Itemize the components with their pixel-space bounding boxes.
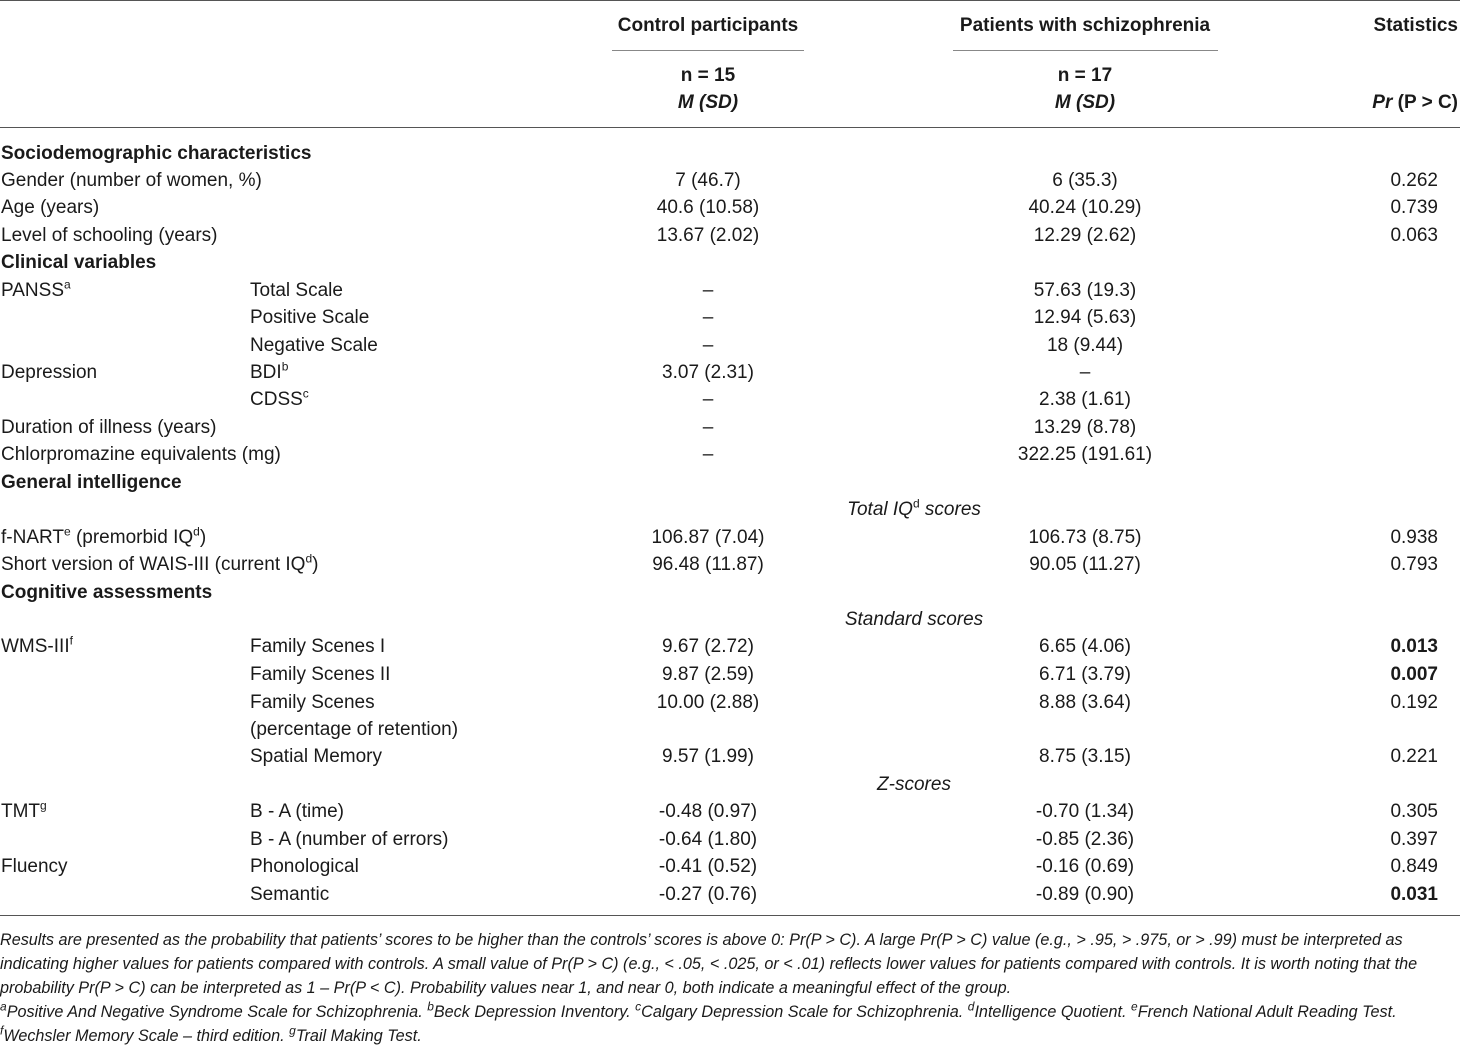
- cell-control-cdss: –: [702, 389, 714, 410]
- row-label-spatial-memory: Spatial Memory: [250, 746, 382, 767]
- cell-control-gender: 7 (46.7): [675, 170, 741, 191]
- cell-stat-fnart: 0.938: [1390, 527, 1438, 548]
- cell-control-age: 40.6 (10.58): [656, 197, 760, 218]
- footnote-b-text: Beck Depression Inventory.: [433, 1003, 636, 1021]
- cell-patients-family-scenes-1: 6.65 (4.06): [1039, 636, 1131, 657]
- cell-patients-semantic: -0.89 (0.90): [1035, 884, 1135, 905]
- subheading-z-scores: Z-scores: [877, 774, 951, 795]
- row-label-schooling: Level of schooling (years): [1, 225, 218, 246]
- cell-control-panss-negative: –: [702, 335, 714, 356]
- row-group-depression: Depression: [1, 362, 98, 383]
- panss-label: PANSS: [1, 280, 65, 301]
- row-label-age: Age (years): [1, 197, 100, 218]
- subheading-total-iq: [847, 496, 981, 520]
- cell-patients-panss-total: 57.63 (19.3): [1033, 280, 1137, 301]
- cell-patients-phonological: -0.16 (0.69): [1035, 856, 1135, 877]
- cell-stat-family-scenes-retention: 0.192: [1390, 692, 1438, 713]
- iq-subheading-suffix: scores: [919, 499, 981, 520]
- section-clinical: Clinical variables: [1, 252, 157, 273]
- tmt-footnote-mark: g: [40, 798, 47, 813]
- cell-control-bdi: 3.07 (2.31): [662, 362, 754, 383]
- cell-stat-family-scenes-1: 0.013: [1390, 636, 1438, 657]
- cell-control-wais: 96.48 (11.87): [652, 554, 764, 575]
- panss-footnote-mark: a: [64, 277, 71, 292]
- header-pr-symbol: Pr: [1372, 92, 1393, 113]
- row-group-fluency: Fluency: [1, 856, 68, 877]
- row-label-phonological: Phonological: [250, 856, 359, 877]
- cell-control-semantic: -0.27 (0.76): [658, 884, 758, 905]
- cell-patients-fnart: 106.73 (8.75): [1028, 527, 1142, 548]
- fnart-label-mid: (premorbid IQ: [70, 527, 194, 548]
- footnote-c-mark: c: [635, 999, 642, 1014]
- cell-patients-gender: 6 (35.3): [1052, 170, 1118, 191]
- iq-subheading-text: Total IQ: [847, 499, 913, 520]
- cell-patients-cdss: 2.38 (1.61): [1039, 389, 1131, 410]
- cell-control-tmt-time: -0.48 (0.97): [658, 801, 758, 822]
- wms-footnote-mark: f: [69, 633, 73, 648]
- cell-control-spatial-memory: 9.57 (1.99): [662, 746, 754, 767]
- tmt-label: TMT: [1, 801, 41, 822]
- row-label-wais: [1, 551, 319, 575]
- cell-stat-phonological: 0.849: [1390, 856, 1438, 877]
- cell-patients-duration: 13.29 (8.78): [1033, 417, 1137, 438]
- cell-patients-chlorpromazine: 322.25 (191.61): [1017, 444, 1153, 465]
- header-statistics: Statistics: [1373, 15, 1458, 36]
- row-label-chlorpromazine: Chlorpromazine equivalents (mg): [1, 444, 281, 465]
- footnote-abbreviations: [0, 1000, 1460, 1048]
- header-pr: [1372, 93, 1458, 113]
- cdss-label: CDSS: [250, 389, 303, 410]
- row-label-semantic: Semantic: [250, 884, 330, 905]
- row-label-tmt-errors: B - A (number of errors): [250, 829, 449, 850]
- cell-control-family-scenes-2: 9.87 (2.59): [662, 664, 754, 685]
- row-label-family-scenes-retention-line2: (percentage of retention): [250, 719, 459, 740]
- footnote-a-text: Positive And Negative Syndrome Scale for Schizophrenia.: [6, 1003, 428, 1021]
- cell-patients-spatial-memory: 8.75 (3.15): [1039, 746, 1131, 767]
- footnote-d-mark: d: [967, 999, 975, 1014]
- header-patients-n: n = 17: [1057, 65, 1113, 86]
- subheading-standard-scores: Standard scores: [844, 609, 984, 630]
- row-label-family-scenes-2: Family Scenes II: [250, 664, 391, 685]
- row-group-tmt: [1, 798, 47, 822]
- cell-control-panss-total: –: [702, 280, 714, 301]
- wais-label: Short version of WAIS-III (current IQ: [1, 554, 306, 575]
- footnote-f-text: Wechsler Memory Scale – third edition.: [3, 1027, 290, 1045]
- cell-patients-wais: 90.05 (11.27): [1029, 554, 1141, 575]
- footnote-d-text: Intelligence Quotient.: [974, 1003, 1132, 1021]
- row-label-panss-negative: Negative Scale: [250, 335, 378, 356]
- cell-control-tmt-errors: -0.64 (1.80): [658, 829, 758, 850]
- header-pr-comparison: (P > C): [1392, 92, 1458, 113]
- iq-footnote-mark: d: [912, 496, 920, 511]
- cell-stat-tmt-errors: 0.397: [1390, 829, 1438, 850]
- cell-patients-tmt-errors: -0.85 (2.36): [1035, 829, 1135, 850]
- footnote-a-mark: a: [0, 999, 7, 1014]
- cell-control-family-scenes-1: 9.67 (2.72): [662, 636, 754, 657]
- cell-stat-schooling: 0.063: [1390, 225, 1438, 246]
- cell-control-family-scenes-retention: 10.00 (2.88): [656, 692, 760, 713]
- section-sociodemographic: Sociodemographic characteristics: [1, 143, 312, 164]
- bdi-label: BDI: [250, 362, 282, 383]
- header-patients: Patients with schizophrenia: [959, 15, 1211, 36]
- row-label-cdss: [250, 386, 309, 410]
- cell-control-panss-positive: –: [702, 307, 714, 328]
- cell-stat-gender: 0.262: [1390, 170, 1438, 191]
- footnote-g-mark: g: [289, 1023, 296, 1038]
- row-label-gender: Gender (number of women, %): [1, 170, 262, 191]
- cell-patients-family-scenes-retention: 8.88 (3.64): [1039, 692, 1131, 713]
- cell-control-chlorpromazine: –: [702, 444, 714, 465]
- cell-control-duration: –: [702, 417, 714, 438]
- cell-stat-family-scenes-2: 0.007: [1390, 664, 1438, 685]
- fnart-footnote-mark: e: [63, 524, 71, 539]
- row-label-family-scenes-1: Family Scenes I: [250, 636, 386, 657]
- cell-stat-wais: 0.793: [1390, 554, 1438, 575]
- table-footnotes: [0, 928, 1460, 1048]
- cell-stat-spatial-memory: 0.221: [1390, 746, 1438, 767]
- header-control-n: n = 15: [680, 65, 736, 86]
- cell-control-phonological: -0.41 (0.52): [658, 856, 758, 877]
- row-group-panss: [1, 277, 71, 301]
- header-patients-msd: M (SD): [1054, 92, 1116, 113]
- cell-stat-age: 0.739: [1390, 197, 1438, 218]
- row-label-family-scenes-retention: Family Scenes: [250, 692, 375, 713]
- footnote-b-mark: b: [427, 999, 434, 1014]
- cell-patients-panss-positive: 12.94 (5.63): [1033, 307, 1137, 328]
- row-label-fnart: [1, 524, 207, 548]
- footnote-e-text: French National Adult Reading Test.: [1137, 1003, 1402, 1021]
- table-top-rule: [0, 0, 1460, 1]
- header-control: Control participants: [617, 15, 799, 36]
- fnart-label-close: ): [199, 527, 207, 548]
- wms-label: WMS-III: [1, 636, 70, 657]
- cell-patients-age: 40.24 (10.29): [1028, 197, 1142, 218]
- wais-footnote-mark: d: [305, 551, 313, 566]
- cell-stat-semantic: 0.031: [1390, 884, 1438, 905]
- cell-patients-family-scenes-2: 6.71 (3.79): [1039, 664, 1131, 685]
- cell-patients-panss-negative: 18 (9.44): [1046, 335, 1124, 356]
- cell-patients-schooling: 12.29 (2.62): [1033, 225, 1137, 246]
- footnote-c-text: Calgary Depression Scale for Schizophrenia.: [641, 1003, 968, 1021]
- wais-label-close: ): [312, 554, 319, 575]
- row-group-wms: [1, 633, 73, 657]
- fnart-iq-footnote-mark: d: [193, 524, 200, 539]
- footnote-results-note: Results are presented as the probability that patients’ scores to be higher than the controls’ scores is above 0: Pr(P > C). A large Pr(P > C) value (e.g., > .95, > .975, or > .99) must be interpreted as indicating higher values for patients compared with controls. A small value of Pr(P > C) (e.g., < .05, < .025, or < .01) reflects lower values for patients compared with controls. It is worth noting that the probability Pr(P > C) can be interpreted as 1 – Pr(P < C). Probability values near 1, and near 0, both indicate a meaningful effect of the group.: [0, 931, 1418, 997]
- row-label-panss-total: Total Scale: [250, 280, 343, 301]
- cell-control-schooling: 13.67 (2.02): [656, 225, 760, 246]
- cdss-footnote-mark: c: [302, 386, 309, 401]
- table-bottom-rule: [0, 915, 1460, 916]
- footnote-e-mark: e: [1131, 999, 1138, 1014]
- header-bottom-rule: [0, 127, 1460, 128]
- footnote-f-mark: f: [0, 1023, 4, 1038]
- cell-patients-bdi: –: [1079, 362, 1091, 383]
- row-label-panss-positive: Positive Scale: [250, 307, 370, 328]
- bdi-footnote-mark: b: [281, 359, 289, 374]
- row-label-bdi: [250, 359, 289, 383]
- section-intelligence: General intelligence: [1, 472, 182, 493]
- footnote-g-text: Trail Making Test.: [295, 1027, 422, 1045]
- row-label-tmt-time: B - A (time): [250, 801, 344, 822]
- header-control-msd: M (SD): [677, 92, 739, 113]
- fnart-label: f-NART: [1, 527, 64, 548]
- header-control-underline: [612, 50, 804, 51]
- cell-control-fnart: 106.87 (7.04): [651, 527, 765, 548]
- header-patients-underline: [953, 50, 1218, 51]
- cell-patients-tmt-time: -0.70 (1.34): [1035, 801, 1135, 822]
- cell-stat-tmt-time: 0.305: [1390, 801, 1438, 822]
- row-label-duration: Duration of illness (years): [1, 417, 217, 438]
- section-cognitive: Cognitive assessments: [1, 582, 213, 603]
